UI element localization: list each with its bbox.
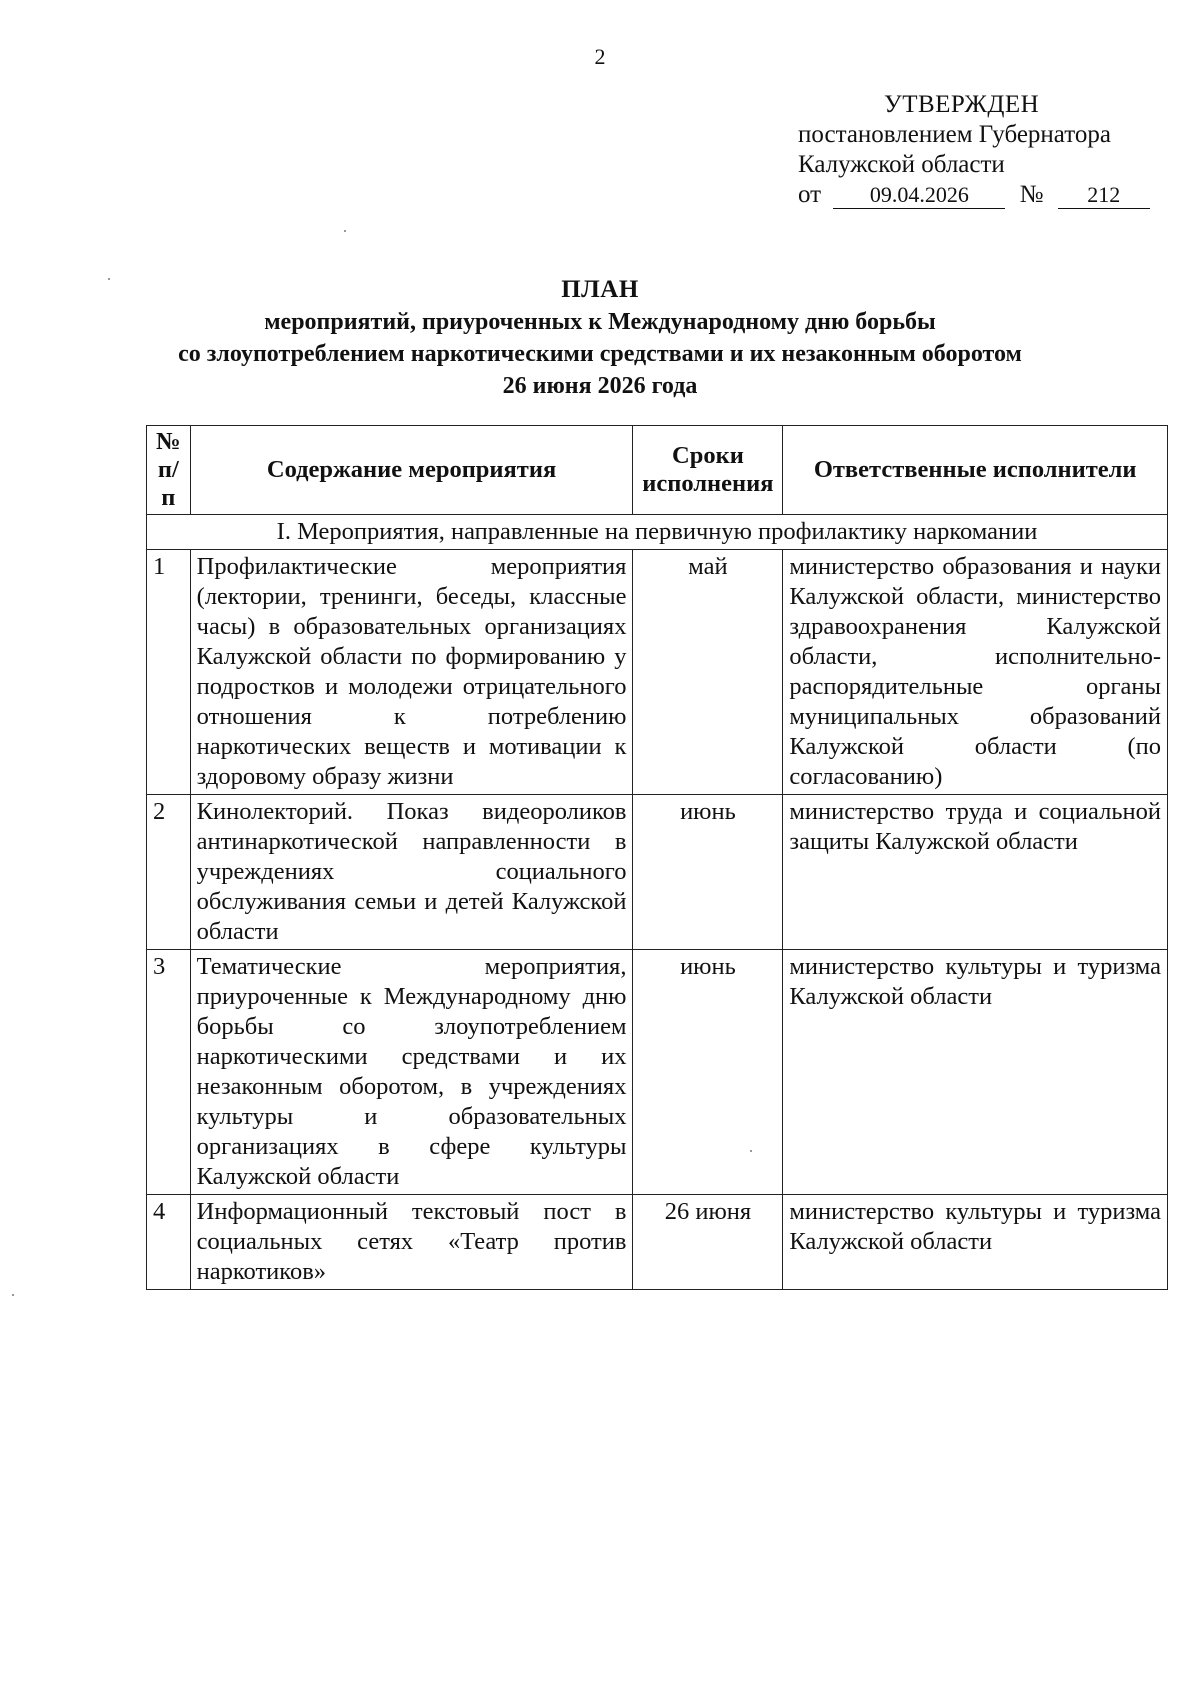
scan-speck xyxy=(12,1294,14,1296)
row-responsible: министерство культуры и туризма Калужской области xyxy=(783,950,1168,1195)
number-sign: № xyxy=(1019,181,1044,208)
row-term: июнь xyxy=(633,950,783,1195)
row-num: 3 xyxy=(147,950,191,1195)
row-content: Кинолекторий. Показ видеороликов антинаркотической направленности в учреждениях социального обслуживания семьи и детей Калужской области xyxy=(190,795,633,950)
row-num: 1 xyxy=(147,550,191,795)
header-num: № п/п xyxy=(147,426,191,515)
row-num: 2 xyxy=(147,795,191,950)
row-num: 4 xyxy=(147,1195,191,1290)
header-term: Сроки исполнения xyxy=(633,426,783,515)
section-title: I. Мероприятия, направленные на первичную профилактику наркомании xyxy=(147,515,1168,550)
table-row xyxy=(147,550,1168,795)
plan-subtitle-2: со злоупотреблением наркотическими средствами и их незаконным оборотом xyxy=(178,341,1022,367)
row-responsible: министерство образования и науки Калужской области, министерство здравоохранения Калужской области, исполнительно-распорядительные органы муниципальных образований Калужской области (по согласованию) xyxy=(783,550,1168,795)
row-term: июнь xyxy=(633,795,783,950)
date-prefix: от xyxy=(798,181,822,208)
table-row xyxy=(147,1195,1168,1290)
table-header-row xyxy=(147,426,1168,515)
scan-speck xyxy=(344,230,346,232)
scan-speck xyxy=(108,278,110,280)
row-responsible: министерство труда и социальной защиты Калужской области xyxy=(783,795,1168,950)
page-number: 2 xyxy=(594,44,606,69)
header-responsible: Ответственные исполнители xyxy=(783,426,1168,515)
scan-speck xyxy=(750,1150,752,1152)
row-term: май xyxy=(633,550,783,795)
approval-number: 212 xyxy=(1058,182,1150,209)
plan-title: ПЛАН xyxy=(561,276,639,303)
approval-title: УТВЕРЖДЕН xyxy=(884,91,1040,118)
approval-line-decree: постановлением Губернатора xyxy=(798,121,1111,148)
row-content: Профилактические мероприятия (лектории, тренинги, беседы, классные часы) в образовательных организациях Калужской области по формированию у подростков и молодежи отрицательного отношения к потреблению наркотических веществ и мотивации к здоровому образу жизни xyxy=(190,550,633,795)
table-row xyxy=(147,950,1168,1195)
plan-table xyxy=(146,425,1168,1290)
plan-header xyxy=(0,274,1200,402)
plan-subtitle-3: 26 июня 2026 года xyxy=(502,373,698,399)
row-term: 26 июня xyxy=(633,1195,783,1290)
approval-stamp xyxy=(798,90,1150,210)
row-content: Информационный текстовый пост в социальных сетях «Театр против наркотиков» xyxy=(190,1195,633,1290)
approval-date: 09.04.2026 xyxy=(833,182,1005,209)
approval-line-region: Калужской области xyxy=(798,151,1005,178)
section-row xyxy=(147,515,1168,550)
plan-subtitle-1: мероприятий, приуроченных к Международному дню борьбы xyxy=(264,309,936,335)
row-responsible: министерство культуры и туризма Калужской области xyxy=(783,1195,1168,1290)
table-row xyxy=(147,795,1168,950)
header-content: Содержание мероприятия xyxy=(190,426,633,515)
row-content: Тематические мероприятия, приуроченные к Международному дню борьбы со злоупотреблением наркотическими средствами и их незаконным оборотом, в учреждениях культуры и образовательных организациях в сфере культуры Калужской области xyxy=(190,950,633,1195)
approval-date-line xyxy=(798,180,1150,210)
